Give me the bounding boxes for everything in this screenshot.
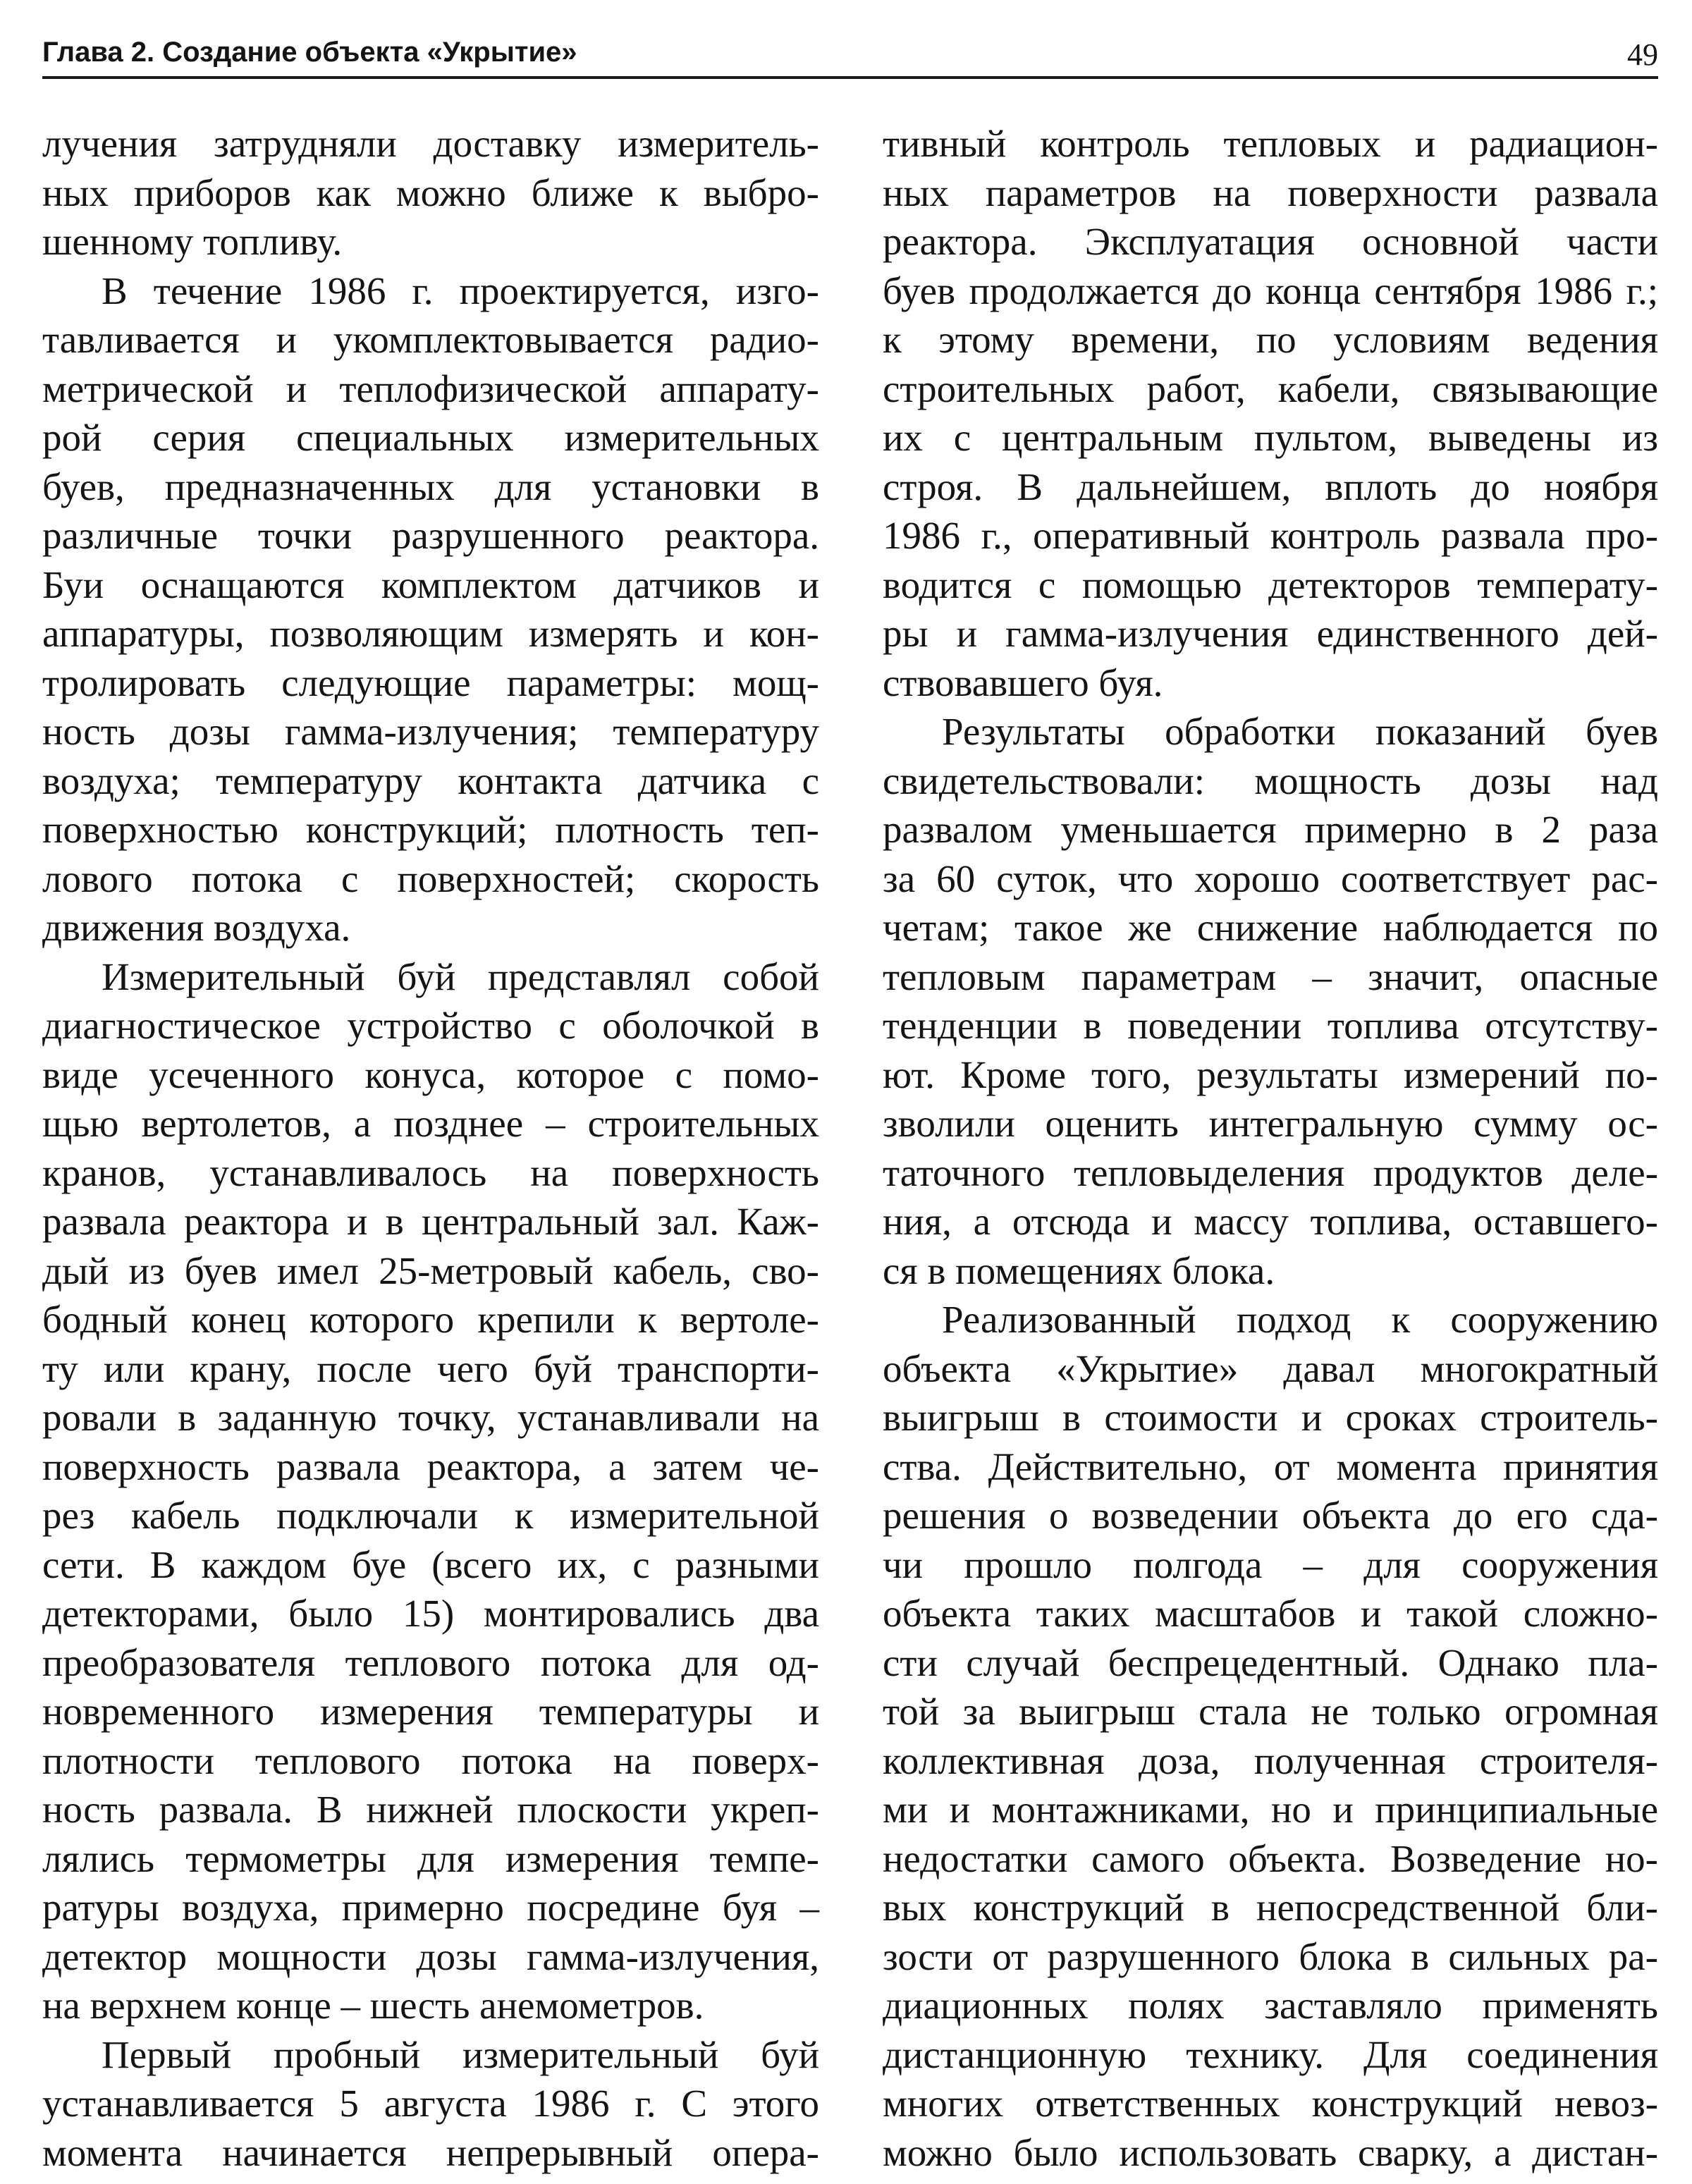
text-line: буев, предназначенных для установки в <box>42 465 819 508</box>
text-line: рой серия специальных измерительных <box>42 416 819 459</box>
text-line: бодный конец которого крепили к вертоле- <box>42 1298 819 1341</box>
text-line: сети. В каждом буе (всего их, с разными <box>42 1542 819 1586</box>
text-line: ровали в заданную точку, устанавливали на <box>42 1396 819 1439</box>
text-line: плотности теплового потока на поверх- <box>42 1738 819 1782</box>
text-line: четам; такое же снижение наблюдается по <box>883 906 1658 949</box>
text-line: аппаратуры, позволяющим измерять и кон- <box>42 612 819 655</box>
text-line: ратуры воздуха, примерно посредине буя – <box>42 1886 819 1929</box>
text-line: поверхность развала реактора, а затем че- <box>42 1444 819 1488</box>
text-line: объекта таких масштабов и такой сложно- <box>883 1592 1658 1635</box>
text-line: ность развала. В нижней плоскости укреп- <box>42 1788 819 1831</box>
text-line: лового потока с поверхностей; скорость <box>42 857 819 900</box>
text-line: зости от разрушенного блока в сильных ра- <box>883 1934 1658 1978</box>
text-line: сти случай беспрецедентный. Однако пла- <box>883 1640 1658 1684</box>
text-line: буев продолжается до конца сентября 1986 г.; <box>883 269 1658 312</box>
text-line: строя. В дальнейшем, вплоть до ноября <box>883 465 1658 508</box>
text-line: к этому времени, по условиям ведения <box>883 318 1658 361</box>
text-line: ных приборов как можно ближе к выбро- <box>42 171 819 214</box>
text-line: дистанционную технику. Для соединения <box>883 2032 1658 2076</box>
text-line: ми и монтажниками, но и принципиальные <box>883 1788 1658 1831</box>
text-line: зволили оценить интегральную сумму ос- <box>883 1102 1658 1145</box>
text-line: ность дозы гамма-излучения; температуру <box>42 710 819 753</box>
text-line: дый из буев имел 25-метровый кабель, сво- <box>42 1249 819 1292</box>
text-line: диационных полях заставляло применять <box>883 1984 1658 2027</box>
text-line: метрической и теплофизической аппарату- <box>42 367 819 410</box>
text-line: лучения затрудняли доставку измеритель- <box>42 122 819 165</box>
text-line: их с центральным пультом, выведены из <box>883 416 1658 459</box>
text-line: ства. Действительно, от момента принятия <box>883 1444 1658 1488</box>
text-line: реактора. Эксплуатация основной части <box>883 220 1658 263</box>
page-number: 49 <box>1627 37 1658 72</box>
text-line: ся в помещениях блока. <box>883 1249 1275 1292</box>
text-line: ния, а отсюда и массу топлива, оставшего- <box>883 1200 1658 1243</box>
text-column-left <box>42 119 819 2177</box>
text-line: можно было использовать сварку, а дистан- <box>883 2130 1658 2174</box>
text-line: детектор мощности дозы гамма-излучения, <box>42 1934 819 1978</box>
text-line: тролировать следующие параметры: мощ- <box>42 661 819 704</box>
text-line: объекта «Укрытие» давал многократный <box>883 1346 1658 1390</box>
text-line: недостатки самого объекта. Возведение но- <box>883 1836 1658 1880</box>
text-line: устанавливается 5 августа 1986 г. С этого <box>42 2082 819 2125</box>
text-line: 1986 г., оперативный контроль развала про- <box>883 514 1658 557</box>
text-line: диагностическое устройство с оболочкой в <box>42 1004 819 1047</box>
text-line: ры и гамма-излучения единственного дей- <box>883 612 1658 655</box>
text-line: за 60 суток, что хорошо соответствует рас- <box>883 857 1658 900</box>
text-line: детекторами, было 15) монтировались два <box>42 1592 819 1635</box>
text-line: водится с помощью детекторов температу- <box>883 563 1658 606</box>
text-line: Буи оснащаются комплектом датчиков и <box>42 563 819 606</box>
chapter-title: Глава 2. Создание объекта «Укрытие» <box>42 37 577 68</box>
text-line: тенденции в поведении топлива отсутству- <box>883 1004 1658 1047</box>
text-line: различные точки разрушенного реактора. <box>42 514 819 557</box>
running-header <box>42 31 1658 76</box>
text-line: ствовавшего буя. <box>883 661 1163 704</box>
text-line: коллективная доза, полученная строителя- <box>883 1738 1658 1782</box>
text-line: тавливается и укомплектовывается радио- <box>42 318 819 361</box>
text-line: ных параметров на поверхности развала <box>883 171 1658 214</box>
text-line: рез кабель подключали к измерительной <box>42 1494 819 1537</box>
text-line: выигрыш в стоимости и сроках строитель- <box>883 1396 1658 1439</box>
text-line: строительных работ, кабели, связывающие <box>883 367 1658 410</box>
text-line: момента начинается непрерывный опера- <box>42 2130 819 2174</box>
text-line: виде усеченного конуса, которое с помо- <box>42 1053 819 1096</box>
text-line: преобразователя теплового потока для од- <box>42 1640 819 1684</box>
text-line: ют. Кроме того, результаты измерений по- <box>883 1053 1658 1096</box>
header-rule <box>42 76 1658 79</box>
text-line: Результаты обработки показаний буев <box>942 710 1658 753</box>
text-line: многих ответственных конструкций невоз- <box>883 2082 1658 2125</box>
text-line: Измерительный буй представлял собой <box>102 955 819 998</box>
text-line: той за выигрыш стала не только огромная <box>883 1690 1658 1733</box>
text-line: тепловым параметрам – значит, опасные <box>883 955 1658 998</box>
text-line: поверхностью конструкций; плотность теп- <box>42 808 819 851</box>
text-line: развала реактора и в центральный зал. Каж- <box>42 1200 819 1243</box>
text-line: движения воздуха. <box>42 906 351 949</box>
text-line: новременного измерения температуры и <box>42 1690 819 1733</box>
text-line: Первый пробный измерительный буй <box>102 2032 819 2076</box>
text-line: на верхнем конце – шесть анемометров. <box>42 1984 704 2027</box>
text-line: щью вертолетов, а позднее – строительных <box>42 1102 819 1145</box>
text-line: лялись термометры для измерения темпе- <box>42 1836 819 1880</box>
text-line: развалом уменьшается примерно в 2 раза <box>883 808 1658 851</box>
text-column-right <box>883 119 1658 2177</box>
text-line: решения о возведении объекта до его сда- <box>883 1494 1658 1537</box>
text-line: ту или крану, после чего буй транспорти- <box>42 1346 819 1390</box>
text-line: кранов, устанавливалось на поверхность <box>42 1151 819 1194</box>
text-line: тивный контроль тепловых и радиацион- <box>883 122 1658 165</box>
text-line: вых конструкций в непосредственной бли- <box>883 1886 1658 1929</box>
text-line: свидетельствовали: мощность дозы над <box>883 759 1658 802</box>
text-line: шенному топливу. <box>42 220 343 263</box>
text-line: таточного тепловыделения продуктов деле- <box>883 1151 1658 1194</box>
text-line: Реализованный подход к сооружению <box>942 1298 1658 1341</box>
text-line: В течение 1986 г. проектируется, изго- <box>102 269 819 312</box>
text-line: чи прошло полгода – для сооружения <box>883 1542 1658 1586</box>
text-line: воздуха; температуру контакта датчика с <box>42 759 819 802</box>
